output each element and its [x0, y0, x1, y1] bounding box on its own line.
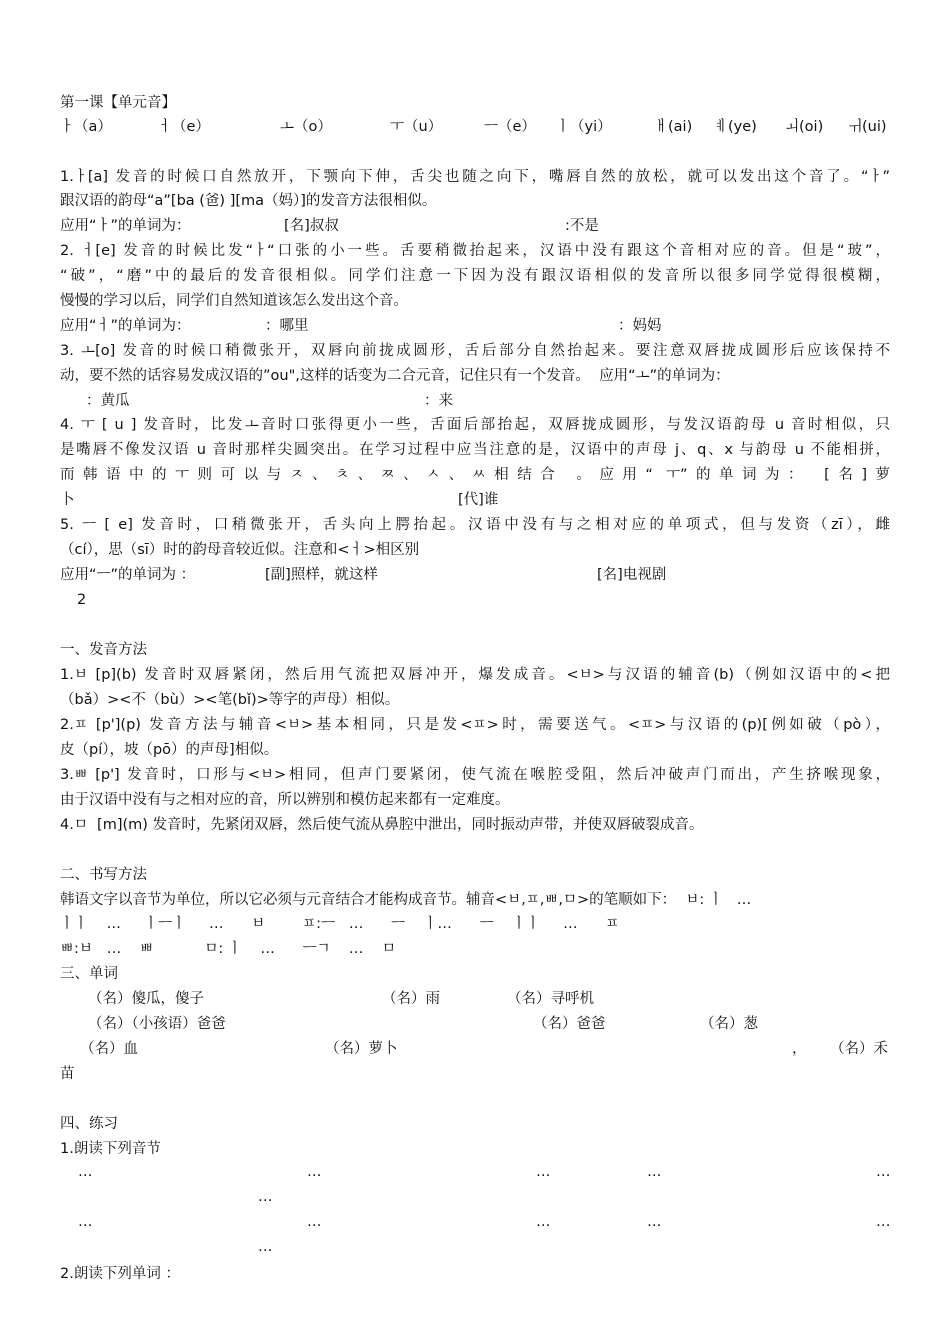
example-word: :不是 [565, 218, 599, 234]
example-word: ：妈妈 [618, 318, 662, 334]
vowel-e-desc: 2. ㅓ[e] 发音的时候比发“ㅏ“口张的小一些。舌要稍微抬起来，汉语中没有跟这个音相对应的音。但是“玻”， [60, 243, 890, 259]
vowel-o-desc: 动，要不然的话容易发成汉语的”ou",这样的话变为二合元音，记住只有一个发音。 应用“ㅗ”的单词为： [60, 368, 730, 384]
vowel-e-desc: “破”，“磨”中的最后的发音很相似。同学们注意一下因为没有跟汉语相似的发音所以很多同学觉得很模糊， [60, 268, 890, 284]
syllable-placeholder: … [78, 1164, 93, 1180]
application-label: 应用“ㅡ”的单词为 ： [60, 567, 196, 583]
page-number: 2 [77, 592, 87, 608]
lesson-title: 第一课【单元音】 [60, 95, 176, 111]
section-heading: 四、练习 [60, 1116, 118, 1132]
syllable-placeholder: … [876, 1214, 891, 1230]
example-word: ：黄瓜 [86, 393, 130, 409]
vowel-item: ㅚ(oi) [785, 119, 824, 135]
stroke-order-text: ㅣㅣ … ㅣㅡㅣ … ㅂ ㅍ:ㅡ … ㅡ ㅣ… ㅡ ㅣㅣ … ㅍ [60, 916, 620, 932]
example-word: ：来 [424, 393, 453, 409]
vowel-a-desc: 1.ㅏ[a] 发音的时候口自然放开，下颚向下伸，舌尖也随之向下，嘴唇自然的放松，就可以发出这个音了。“ㅏ” [60, 169, 890, 185]
section-heading: 三、单词 [60, 966, 118, 982]
vocab-item: （名）葱 [700, 1016, 758, 1032]
vocab-item: （名）雨 [382, 991, 440, 1007]
vowel-item: ㅏ（a） [60, 119, 112, 135]
section-heading: 二、书写方法 [60, 867, 147, 883]
vocab-item: （名）爸爸 [533, 1016, 606, 1032]
syllable-placeholder: … [258, 1189, 273, 1205]
exercise-title: 2.朗读下列单词 ： [60, 1266, 180, 1282]
vocab-item: （名）禾 [830, 1041, 888, 1057]
syllable-placeholder: … [258, 1239, 273, 1255]
consonant-p-desc: 2.ㅍ [p'](p) 发音方法与辅音<ㅂ>基本相同，只是发<ㅍ>时，需要送气。<ㅍ>与汉语的(p)[例如破（pò）， [60, 717, 890, 733]
vowel-a-desc: 跟汉语的韵母“a”[ba (爸) ][ma（妈）]的发音方法很相似。 [60, 193, 437, 209]
example-word: [代]谁 [458, 492, 499, 508]
consonant-m-desc: 4.ㅁ [m](m) 发音时，先紧闭双唇，然后使气流从鼻腔中泄出，同时振动声带，并使双唇破裂成音。 [60, 817, 704, 833]
vowel-item: ㅓ（e） [158, 119, 210, 135]
vocab-item: 苗 [60, 1066, 75, 1082]
vowel-item: ㅡ（e） [484, 119, 536, 135]
vowel-eu-desc: 5. ㅡ [ e] 发音时，口稍微张开，舌头向上腭抬起。汉语中没有与之相对应的单项式，但与发资（zī），雌 [60, 517, 890, 533]
consonant-b-desc: （bǎ）><不（bù）><笔(bǐ)>等字的声母）相似。 [60, 692, 400, 708]
vocab-item: （名）萝卜 [325, 1041, 398, 1057]
vocab-separator: ， [792, 1041, 807, 1057]
vowel-item: ㅐ(ai) [654, 119, 693, 135]
vowel-u-desc: 而韩语中的ㅜ则可以与ㅈ、ㅊ、ㅉ、ㅅ、ㅆ相结合 。应用“ ㅜ”的单词为： [名]萝 [60, 467, 890, 483]
application-label: 应用“ㅓ”的单词为： [60, 318, 191, 334]
stroke-order-text: ㅃ:ㅂ … ㅃ ㅁ: ㅣ … ㅡㄱ … ㅁ [60, 941, 396, 957]
vowel-item: ㅟ(ui) [848, 119, 887, 135]
consonant-b-desc: 1.ㅂ [p](b) 发音时双唇紧闭，然后用气流把双唇冲开，爆发成音。<ㅂ>与汉语的辅音(b)（例如汉语中的<把 [60, 667, 890, 683]
syllable-placeholder: … [78, 1214, 93, 1230]
syllable-placeholder: … [307, 1164, 322, 1180]
example-word: [副]照样，就这样 [265, 567, 378, 583]
example-word: [名]电视剧 [597, 567, 667, 583]
vowel-item: ㅖ(ye) [714, 119, 757, 135]
vocab-item: （名）傻瓜，傻子 [88, 991, 204, 1007]
syllable-placeholder: … [876, 1164, 891, 1180]
example-word: 卜 [60, 492, 75, 508]
vowel-u-desc: 4. ㅜ [ u ] 发音时，比发ㅗ音时口张得更小一些，舌面后部抬起，双唇拢成圆形，与发汉语韵母 u 音时相似，只 [60, 417, 890, 433]
syllable-placeholder: … [307, 1214, 322, 1230]
vowel-u-desc: 是嘴唇不像发汉语 u 音时那样尖圆突出。在学习过程中应当注意的是，汉语中的声母 j、q、x 与韵母 u 不能相拼， [60, 442, 890, 458]
vocab-item: （名）寻呼机 [507, 991, 594, 1007]
example-word: [名]叔叔 [284, 218, 339, 234]
vocab-item: （名）（小孩语）爸爸 [88, 1016, 226, 1032]
vocab-item: （名）血 [80, 1041, 138, 1057]
section-heading: 一、发音方法 [60, 642, 147, 658]
application-label: 应用“ㅏ”的单词为： [60, 218, 191, 234]
vowel-e-desc: 慢慢的学习以后，同学们自然知道该怎么发出这个音。 [60, 293, 408, 309]
vowel-o-desc: 3. ㅗ[o] 发音的时候口稍微张开，双唇向前拢成圆形，舌后部分自然抬起来。要注意双唇拢成圆形后应该保持不 [60, 343, 890, 359]
vowel-eu-desc: （cí），思（sī）时的韵母音较近似。注意和<ㅓ>相区别 [60, 542, 420, 558]
vowel-item: ㅗ（o） [280, 119, 332, 135]
exercise-title: 1.朗读下列音节 [60, 1141, 161, 1157]
syllable-placeholder: … [536, 1214, 551, 1230]
vowel-item: ㅣ（yi） [556, 119, 612, 135]
syllable-placeholder: … [536, 1164, 551, 1180]
consonant-p-desc: 皮（pí），坡（pō）的声母]相似。 [60, 742, 279, 758]
consonant-pp-desc: 由于汉语中没有与之相对应的音，所以辨别和模仿起来都有一定难度。 [60, 792, 510, 808]
stroke-order-text: 韩语文字以音节为单位，所以它必须与元音结合才能构成音节。辅音<ㅂ,ㅍ,ㅃ,ㅁ>的笔顺如下： ㅂ: ㅣ … [60, 892, 752, 908]
example-word: ：哪里 [265, 318, 309, 334]
consonant-pp-desc: 3.ㅃ [p'] 发音时，口形与<ㅂ>相同，但声门要紧闭，使气流在喉腔受阻，然后冲破声门而出，产生挤喉现象， [60, 767, 890, 783]
syllable-placeholder: … [647, 1214, 662, 1230]
syllable-placeholder: … [647, 1164, 662, 1180]
vowel-item: ㅜ（u） [390, 119, 443, 135]
